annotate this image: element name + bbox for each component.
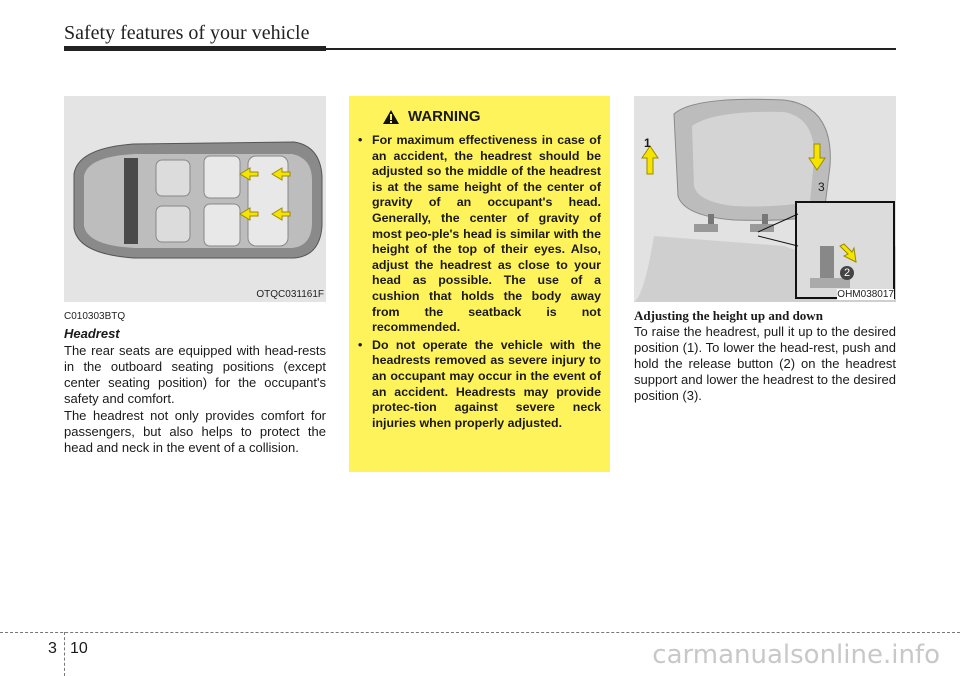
header-rule: [64, 48, 896, 50]
warning-box: [349, 96, 610, 472]
chapter-number: 3: [48, 640, 57, 657]
headrest-illustration: [634, 96, 896, 302]
body-paragraph-2: The headrest not only provides comfort for passengers, but also helps to protect the head and neck in the event of a collision.: [64, 408, 326, 455]
warning-title: [382, 108, 601, 125]
adjusting-paragraph: To raise the headrest, pull it up to the desired position (1). To lower the head-rest, push and hold the release button (2) on the headrest support and lower the headrest to the desired position (3).: [634, 324, 896, 403]
warning-triangle-icon: [382, 109, 400, 125]
vehicle-top-view-illustration: [64, 96, 326, 302]
headrest-figure: [634, 96, 896, 302]
callout-2: 2: [840, 266, 854, 280]
callout-3: 3: [818, 180, 825, 194]
subsection-heading: Adjusting the height up and down: [634, 308, 823, 323]
body-paragraph-1: The rear seats are equipped with head-rests in the outboard seating positions (except center seating position) for the occupant's safety and comfort.: [64, 343, 326, 406]
section-code: C010303BTQ: [64, 311, 126, 322]
footer-rule: [0, 632, 960, 633]
warning-item: • For maximum effectiveness in case of an accident, the headrest should be adjusted so the middle of the headrest is at the same height of the center of gravity of an occupant's head. Generally, the center of gravity of most peo-ple's head is similar with the height of the top of their eyes. Also, adjust the headrest as close to your head as possible. The use of a cushion that holds the body away from the seatback is not recommended.: [358, 133, 601, 336]
watermark: carmanualsonline.info: [652, 640, 940, 670]
warning-list: [358, 133, 601, 431]
figure-caption: OHM038017: [837, 289, 894, 300]
callout-1: 1: [644, 136, 651, 150]
footer-divider: [64, 632, 65, 676]
warning-title-text: WARNING: [408, 108, 481, 125]
page-number: 10: [70, 640, 88, 657]
vehicle-seating-figure: [64, 96, 326, 302]
warning-item: • Do not operate the vehicle with the headrests removed as severe injury to an occupant may occur in the event of an accident. Headrests may provide protec-tion against severe neck injuries when properly adjusted.: [358, 338, 601, 432]
figure-caption: OTQC031161F: [256, 289, 324, 300]
page-header-title: Safety features of your vehicle: [64, 22, 310, 44]
section-heading: Headrest: [64, 326, 120, 341]
